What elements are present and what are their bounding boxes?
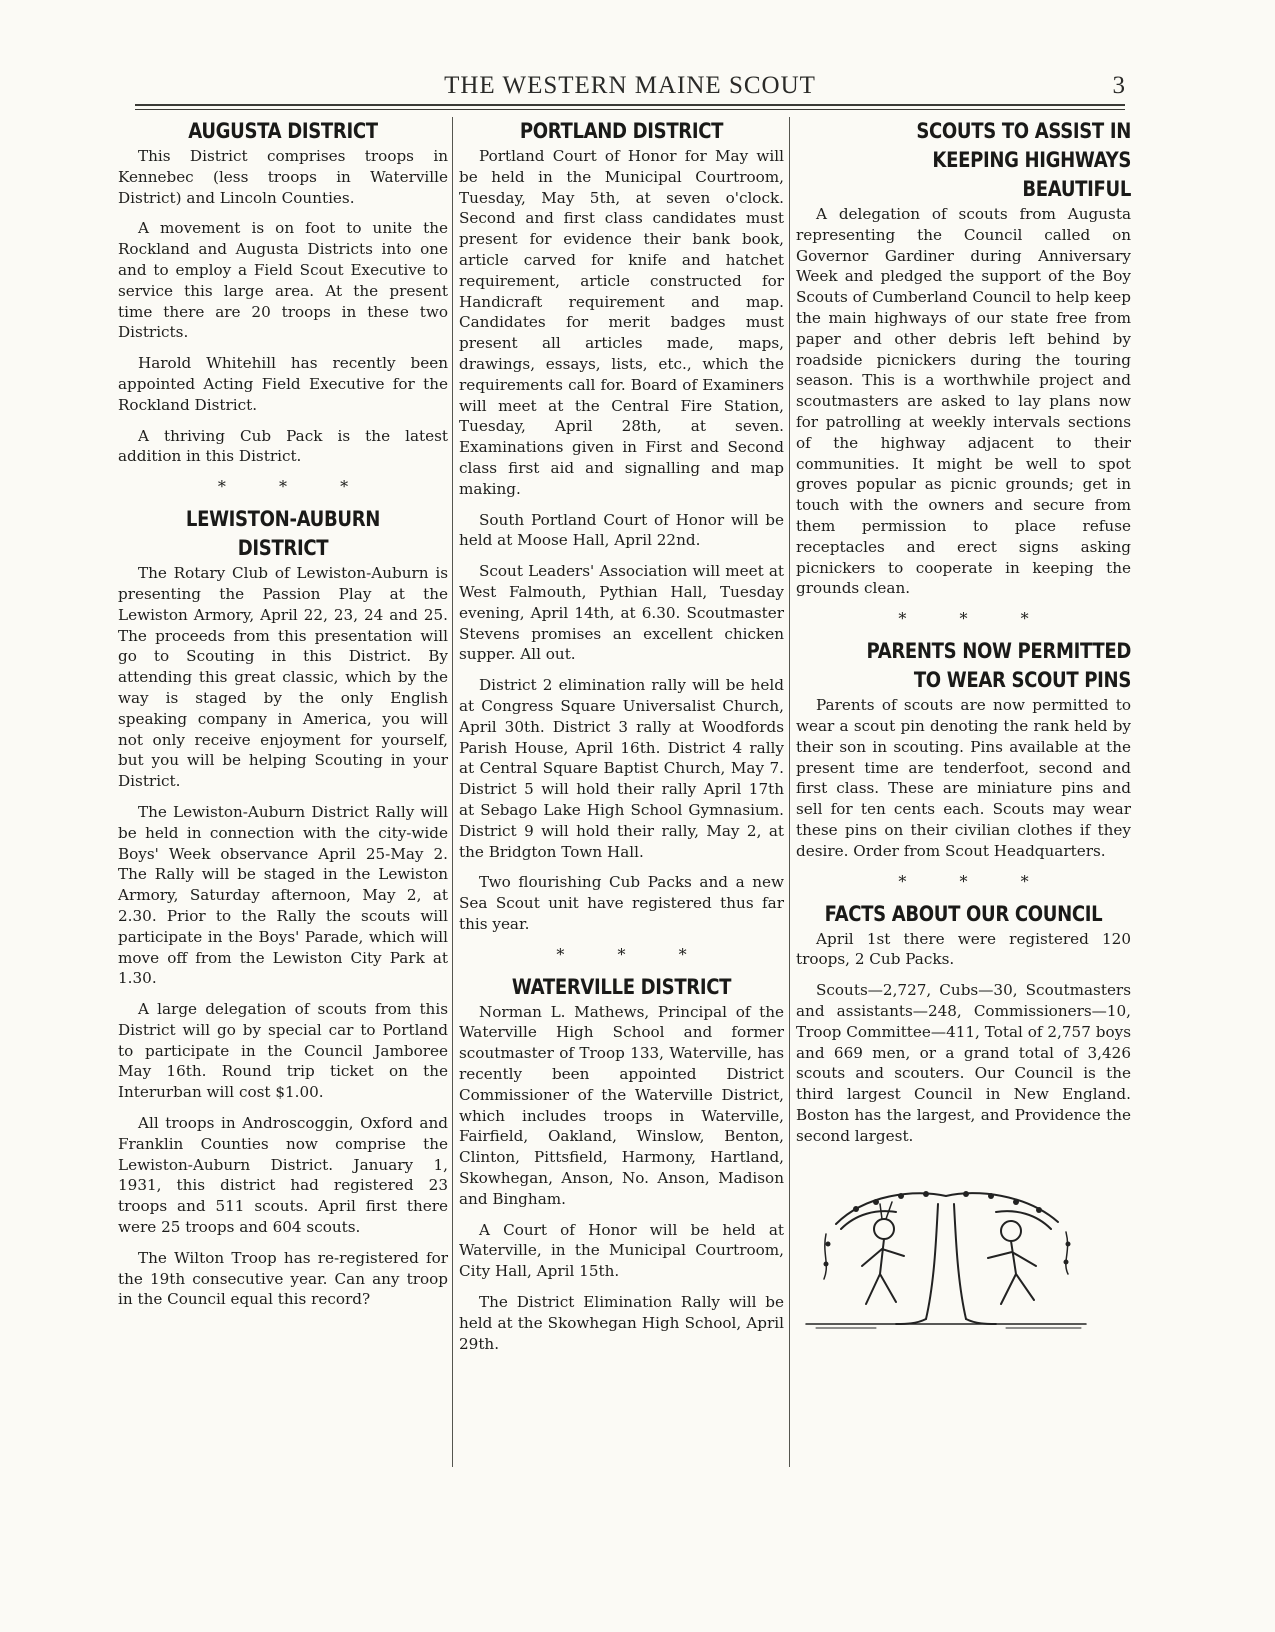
article-paragraph: A movement is on foot to unite the Rockland and Augusta Districts into one and to employ a Field Scout Executive to service this large area. At the present time there are 20 troops in these two Districts. xyxy=(118,219,448,342)
article-paragraph: A Court of Honor will be held at Waterville, in the Municipal Courtroom, City Hall, April 15th. xyxy=(459,1220,784,1281)
masthead-rule-thick xyxy=(135,104,1125,106)
section-separator: * * * xyxy=(898,609,1053,629)
council-facts-article xyxy=(796,900,1131,1147)
page-number: 3 xyxy=(1112,72,1125,99)
article-paragraph: Parents of scouts are now permitted to wear a scout pin denoting the rank held by their son in scouting. Pins available at the present time are tenderfoot, second and first class. These are miniature pins and sell for ten cents each. Scouts may wear these pins on their civilian clothes if they desire. Order from Scout Headquarters. xyxy=(796,696,1131,860)
waterville-district-heading: WATERVILLE DISTRICT xyxy=(511,974,732,999)
article-paragraph: This District comprises troops in Kennebec (less troops in Waterville District) and Lincoln Counties. xyxy=(118,147,448,207)
parents-pins-heading: PARENTS NOW PERMITTED TO WEAR SCOUT PINS xyxy=(866,639,1131,693)
article-paragraph: Harold Whitehill has recently been appointed Acting Field Executive for the Rockland District. xyxy=(118,354,448,414)
article-paragraph: District 2 elimination rally will be held at Congress Square Universalist Church, April 30th. District 3 rally at Woodfords Parish House, April 16th. District 4 rally at Central Square Baptist Church, May 7. District 5 will hold their rally April 17th at Sebago Lake High School Gymnasium. District 9 will hold their rally, May 2, at the Bridgton Town Hall. xyxy=(459,676,784,861)
masthead-title: THE WESTERN MAINE SCOUT xyxy=(444,72,816,99)
masthead-rule-thin xyxy=(135,109,1125,110)
scouts-tree-illustration xyxy=(796,1174,1131,1340)
article-paragraph: Two flourishing Cub Packs and a new Sea Scout unit have registered thus far this year. xyxy=(459,873,784,933)
article-paragraph: A large delegation of scouts from this District will go by special car to Portland to participate in the Council Jamboree May 16th. Round trip ticket on the Interurban will cost $1.00. xyxy=(118,1000,448,1102)
article-paragraph: Norman L. Mathews, Principal of the Waterville High School and former scoutmaster of Troop 133, Waterville, has recently been appointed District Commissioner of the Waterville District, which includes troops in Waterville, Fairfield, Oakland, Winslow, Benton, Clinton, Pittsfield, Harmony, Hartland, Skowhegan, Anson, No. Anson, Madison and Bingham. xyxy=(459,1002,784,1208)
article-paragraph: A thriving Cub Pack is the latest addition in this District. xyxy=(118,426,448,466)
portland-district-article xyxy=(459,117,784,935)
lewiston-auburn-district-heading: LEWISTON-AUBURN DISTRICT xyxy=(185,507,381,561)
augusta-district-article xyxy=(118,117,448,467)
section-separator: * * * xyxy=(898,871,1053,891)
article-paragraph: The District Elimination Rally will be held at the Skowhegan High School, April 29th. xyxy=(459,1293,784,1353)
waterville-district-article xyxy=(459,973,784,1355)
parents-pins-article xyxy=(796,637,1131,861)
article-paragraph: Scouts—2,727, Cubs—30, Scoutmasters and assistants—248, Commissioners—10, Troop Committee—411, Total of 2,757 boys and 669 men, or a grand total of 3,426 scouts and scouters. Our Council is the third largest Council in New England. Boston has the largest, and Providence the second largest. xyxy=(796,981,1131,1145)
article-paragraph: The Lewiston-Auburn District Rally will be held in connection with the city-wide Boys' Week observance April 25-May 2. The Rally will be staged in the Lewiston Armory, Saturday afternoon, May 2, at 2.30. Prior to the Rally the scouts will participate in the Boys' Parade, which will move off from the Lewiston City Park at 1.30. xyxy=(118,802,448,988)
column-divider-2 xyxy=(789,117,790,1467)
article-paragraph: The Wilton Troop has re-registered for the 19th consecutive year. Can any troop in the Council equal this record? xyxy=(118,1248,448,1309)
portland-district-heading: PORTLAND DISTRICT xyxy=(519,119,724,143)
column-3 xyxy=(796,117,1131,1340)
article-paragraph: South Portland Court of Honor will be held at Moose Hall, April 22nd. xyxy=(459,510,784,550)
column-1 xyxy=(118,117,448,1320)
augusta-district-heading: AUGUSTA DISTRICT xyxy=(188,119,378,143)
highways-article xyxy=(796,117,1131,599)
council-facts-heading: FACTS ABOUT OUR COUNCIL xyxy=(824,901,1103,926)
article-paragraph: Portland Court of Honor for May will be held in the Municipal Courtroom, Tuesday, May 5th, at seven o'clock. Second and first class candidates must present for evidence their bank book, article carved for knife and hatchet requirement, article constructed for Handicraft requirement and map. Candidates for merit badges must present all articles made, maps, drawings, essays, lists, etc., which the requirements call for. Board of Examiners will meet at the Central Fire Station, Tuesday, April 28th, at seven. Examinations given in First and Second class first aid and signalling and map making. xyxy=(459,147,784,498)
article-paragraph: April 1st there were registered 120 troops, 2 Cub Packs. xyxy=(796,929,1131,969)
article-paragraph: The Rotary Club of Lewiston-Auburn is presenting the Passion Play at the Lewiston Armory, April 22, 23, 24 and 25. The proceeds from this presentation will go to Scouting in this District. By attending this great classic, which by the way is staged by the only English speaking company in America, you will not only receive enjoyment for yourself, but you will be helping Scouting in your District. xyxy=(118,564,448,791)
article-paragraph: Scout Leaders' Association will meet at West Falmouth, Pythian Hall, Tuesday evening, April 14th, at 6.30. Scoutmaster Stevens promises an excellent chicken supper. All out. xyxy=(459,562,784,664)
column-divider-1 xyxy=(452,117,453,1467)
section-separator: * * * xyxy=(217,477,373,497)
masthead xyxy=(135,70,1125,106)
section-separator: * * * xyxy=(556,944,711,964)
article-paragraph: All troops in Androscoggin, Oxford and Franklin Counties now comprise the Lewiston-Auburn District. January 1, 1931, this district had registered 23 troops and 511 scouts. April first there were 25 troops and 604 scouts. xyxy=(118,1114,448,1237)
article-paragraph: A delegation of scouts from Augusta representing the Council called on Governor Gardiner during Anniversary Week and pledged the support of the Boy Scouts of Cumberland Council to help keep the main highways of our state free from paper and other debris left behind by roadside picnickers during the touring season. This is a worthwhile project and scoutmasters are asked to lay plans now for patrolling at weekly intervals sections of the highway adjacent to their communities. It might be well to spot groves popular as picnic grounds; get in touch with the owners and secure from them permission to place refuse receptacles and erect signs asking picnickers to cooperate in keeping the grounds clean. xyxy=(796,205,1131,598)
lewiston-auburn-district-article xyxy=(118,505,448,1310)
column-2 xyxy=(459,117,784,1364)
highways-heading: SCOUTS TO ASSIST IN KEEPING HIGHWAYS BEAUTIFUL xyxy=(916,119,1131,201)
